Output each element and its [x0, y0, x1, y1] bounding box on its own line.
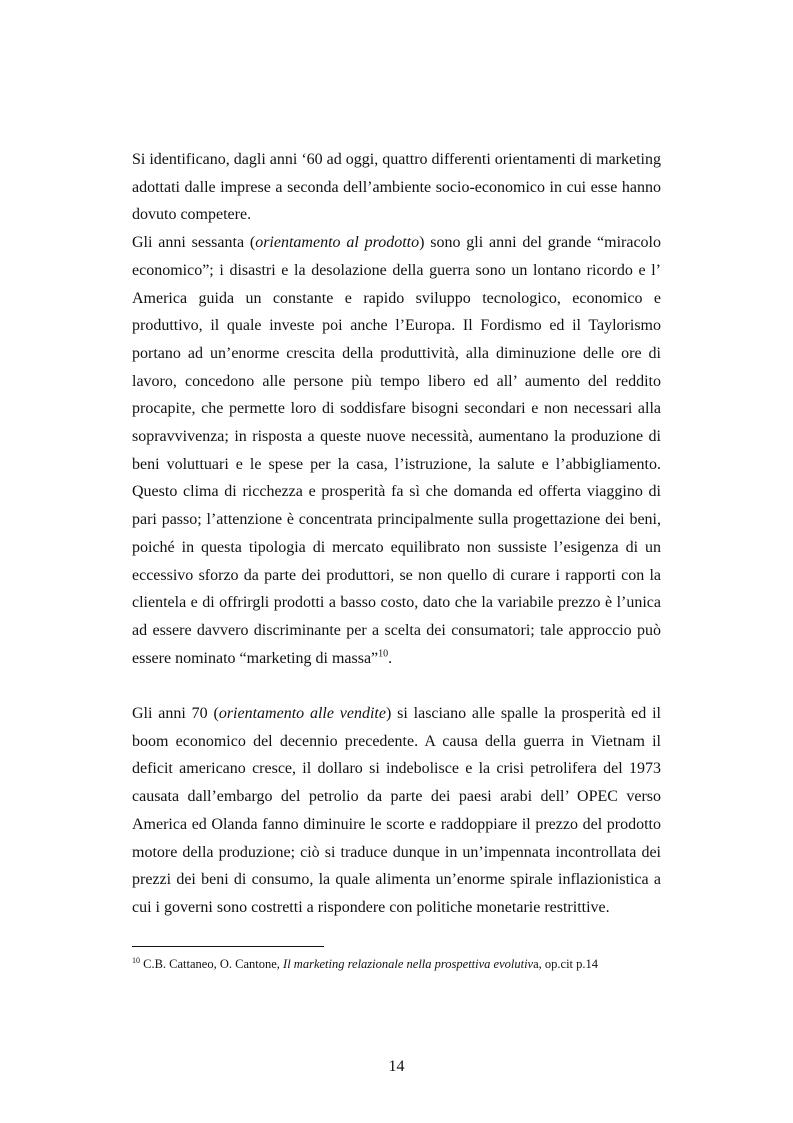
italic-term: orientamento alle vendite — [218, 705, 386, 723]
footnote-separator — [132, 946, 324, 947]
footnote-number: 10 — [132, 955, 140, 965]
paragraph-intro: Si identificano, dagli anni ‘60 ad oggi, quattro differenti orientamenti di marketing adottati dalle imprese a seconda dell’ambiente socio-economico in cui esse hanno dovuto competere. — [132, 151, 661, 224]
footnote-title: Il marketing relazionale nella prospettiva evolutiv — [283, 957, 534, 971]
body-text — [132, 146, 661, 922]
footnote — [132, 956, 661, 972]
italic-term: orientamento al prodotto — [255, 234, 420, 252]
footnote-reference[interactable]: 10 — [378, 648, 389, 660]
footnote-rest: a, op.cit p.14 — [533, 957, 599, 971]
page-number: 14 — [388, 1058, 405, 1075]
paragraph-gap — [132, 672, 661, 700]
paragraph-sixties: Gli anni sessanta (orientamento al prodotto) sono gli anni del grande “miracolo economico”; i disastri e la desolazione della guerra sono un lontano ricordo e l’ America guida un constante e rapido sviluppo tecnologico, economico e produttivo, il quale investe poi anche l’Europa. Il Fordismo ed il Taylorismo portano ad un’enorme crescita della produttività, alla diminuzione delle ore di lavoro, concedono alle persone più tempo libero ed all’ aumento del reddito procapite, che permette loro di soddisfare bisogni secondari e non necessari alla sopravvivenza; in risposta a queste nuove necessità, aumentano la produzione di beni voluttuari e le spese per la casa, l’istruzione, la salute e l’abbigliamento. Questo clima di ricchezza e prosperità fa sì che domanda ed offerta viaggino di pari passo; l’attenzione è concentrata principalmente sulla progettazione dei beni, poiché in questa tipologia di mercato equilibrato non sussiste l’esigenza di un eccessivo sforzo da parte dei produttori, se non quello di curare i rapporti con la clientela e di offrirgli prodotti a basso costo, dato che la variabile prezzo è l’unica ad essere davvero discriminante per a scelta dei consumatori; tale approccio può essere nominato “marketing di massa”$^{10}$. — [132, 234, 662, 667]
footnote-authors: C.B. Cattaneo, O. Cantone, — [140, 957, 284, 971]
paragraph-seventies: Gli anni 70 (orientamento alle vendite) si lasciano alle spalle la prosperità ed il boom economico del decennio precedente. A causa della guerra in Vietnam il deficit americano cresce, il dollaro si indebolisce e la crisi petrolifera del 1973 causata dall’embargo del petrolio da parte dei paesi arabi dell’ OPEC verso America ed Olanda fanno diminuire le scorte e raddoppiare il prezzo del prodotto motore della produzione; ciò si traduce dunque in un’impennata incontrollata dei prezzi dei beni di consumo, la quale alimenta un’enorme spirale inflazionistica a cui i governi sono costretti a rispondere con politiche monetarie restrittive. — [132, 705, 661, 916]
